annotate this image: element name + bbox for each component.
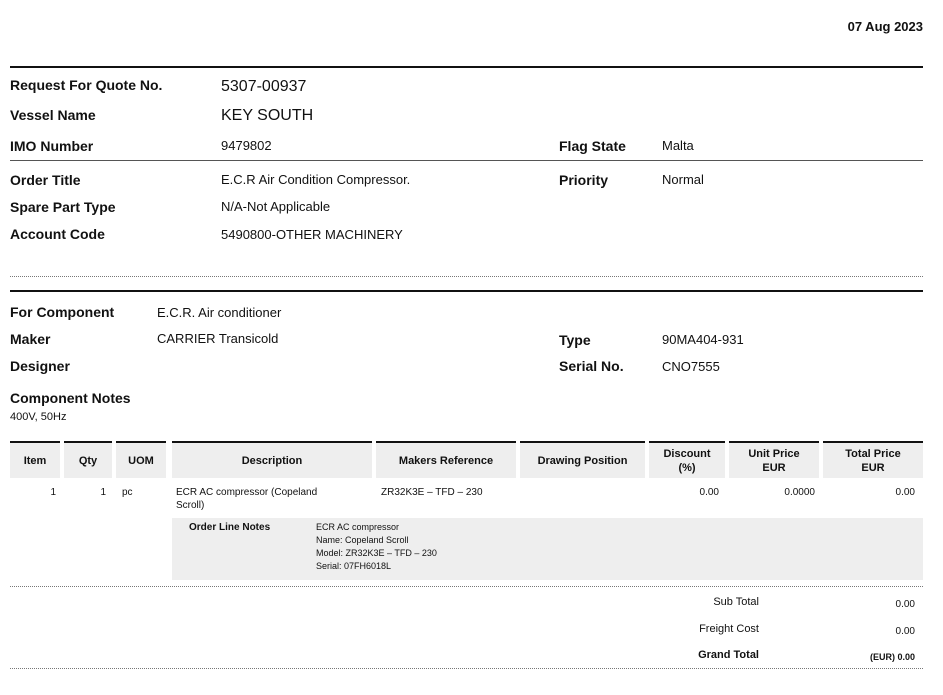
serial-value: CNO7555 [662,359,720,374]
order-title: E.C.R Air Condition Compressor. [221,172,411,187]
row-makers-ref: ZR32K3E – TFD – 230 [381,487,483,498]
order-line-notes-panel [172,518,923,580]
row-description-line2: Scroll) [176,500,205,511]
grand-total-label: Grand Total [698,649,759,661]
row-discount: 0.00 [699,487,719,498]
document-date: 07 Aug 2023 [847,19,923,34]
flag-label: Flag State [559,138,626,154]
sub-total-value: 0.00 [895,599,915,610]
account-code-value: 5490800-OTHER MACHINERY [221,227,403,242]
row-description-line1: ECR AC compressor (Copeland [176,487,318,498]
order-title-label: Order Title [10,172,81,188]
row-item: 1 [50,487,56,498]
imo-label: IMO Number [10,138,94,154]
col-header-item: Item [10,441,60,478]
order-line-notes-label: Order Line Notes [189,522,271,533]
flag-state: Malta [662,138,694,153]
row-total-price: 0.00 [895,487,915,498]
row-unit-price: 0.0000 [784,487,815,498]
col-header-unit-price: Unit Price EUR [729,441,819,478]
spare-type-label: Spare Part Type [10,199,116,215]
divider [10,290,923,292]
order-line-note: Model: ZR32K3E – TFD – 230 [316,548,437,558]
order-line-note: ECR AC compressor [316,522,400,532]
dotted-divider [10,668,923,669]
freight-cost-value: 0.00 [895,626,915,637]
vessel-name: KEY SOUTH [221,107,314,124]
maker-value: CARRIER Transicold [157,331,279,346]
grand-total-value: (EUR) 0.00 [869,652,915,662]
serial-label: Serial No. [559,358,624,374]
component-value: E.C.R. Air conditioner [157,305,282,320]
col-header-uom: UOM [116,441,166,478]
priority-value: Normal [662,172,704,187]
maker-label: Maker [10,331,51,347]
rfq-label: Request For Quote No. [10,77,163,93]
col-header-description: Description [172,441,372,478]
row-uom: pc [122,487,133,498]
type-value: 90MA404-931 [662,332,744,347]
priority-label: Priority [559,172,609,188]
component-label: For Component [10,304,115,320]
dotted-divider [10,276,923,277]
divider [10,160,923,161]
order-line-note: Serial: 07FH6018L [316,561,392,571]
row-qty: 1 [100,487,106,498]
order-line-note: Name: Copeland Scroll [316,535,409,545]
divider [10,66,923,68]
col-header-total-price: Total Price EUR [823,441,923,478]
rfq-number: 5307-00937 [221,78,307,95]
type-label: Type [559,332,591,348]
freight-cost-label: Freight Cost [699,623,759,635]
dotted-divider [10,586,923,587]
account-code-label: Account Code [10,226,105,242]
spare-type-value: N/A-Not Applicable [221,199,331,214]
col-header-qty: Qty [64,441,112,478]
col-header-discount: Discount (%) [649,441,725,478]
col-header-drawing-pos: Drawing Position [520,441,645,478]
designer-label: Designer [10,358,70,374]
component-notes-value: 400V, 50Hz [10,411,67,423]
component-notes-label: Component Notes [10,390,131,406]
imo-number: 9479802 [221,138,272,153]
col-header-makers-ref: Makers Reference [376,441,516,478]
sub-total-label: Sub Total [713,596,759,608]
vessel-label: Vessel Name [10,107,96,123]
